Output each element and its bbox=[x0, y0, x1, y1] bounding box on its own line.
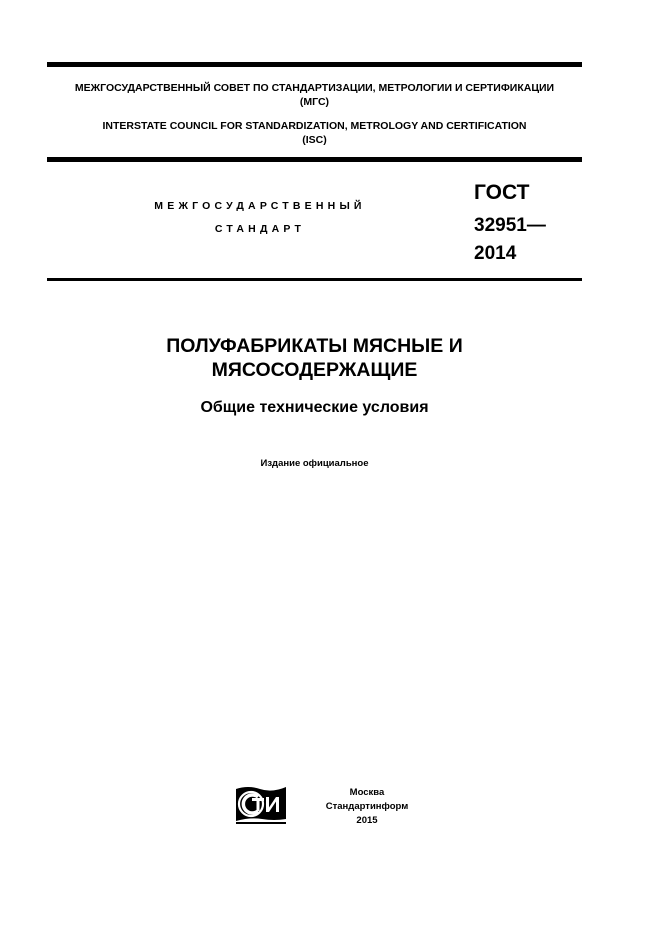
top-rule bbox=[47, 62, 582, 67]
council-ru-name: МЕЖГОСУДАРСТВЕННЫЙ СОВЕТ ПО СТАНДАРТИЗАЦИИ, МЕТРОЛОГИИ И СЕРТИФИКАЦИИ bbox=[74, 82, 555, 94]
council-en-name: INTERSTATE COUNCIL FOR STANDARDIZATION, METROLOGY AND CERTIFICATION bbox=[102, 120, 527, 132]
gost-number: 32951— bbox=[474, 215, 546, 236]
publication-year: 2015 bbox=[356, 815, 378, 826]
middle-rule bbox=[47, 157, 582, 162]
document-title-line1: ПОЛУФАБРИКАТЫ МЯСНЫЕ И bbox=[166, 335, 463, 357]
gost-year: 2014 bbox=[474, 243, 517, 264]
council-en-abbr: (ISC) bbox=[302, 134, 327, 146]
gost-label: ГОСТ bbox=[474, 181, 530, 204]
standartinform-logo-icon bbox=[234, 783, 288, 825]
edition-label: Издание официальное bbox=[260, 458, 369, 469]
council-en bbox=[47, 119, 582, 147]
standard-type-line2: СТАНДАРТ bbox=[214, 223, 306, 235]
publisher-city: Москва bbox=[349, 787, 385, 798]
document-subtitle: Общие технические условия bbox=[200, 399, 429, 416]
council-ru-abbr: (МГС) bbox=[299, 96, 330, 108]
standard-type-line1: МЕЖГОСУДАРСТВЕННЫЙ bbox=[154, 200, 366, 212]
publisher-name: Стандартинформ bbox=[325, 801, 409, 812]
council-ru bbox=[47, 81, 582, 109]
thin-rule bbox=[47, 278, 582, 281]
document-title-line2: МЯСОСОДЕРЖАЩИЕ bbox=[211, 359, 418, 381]
